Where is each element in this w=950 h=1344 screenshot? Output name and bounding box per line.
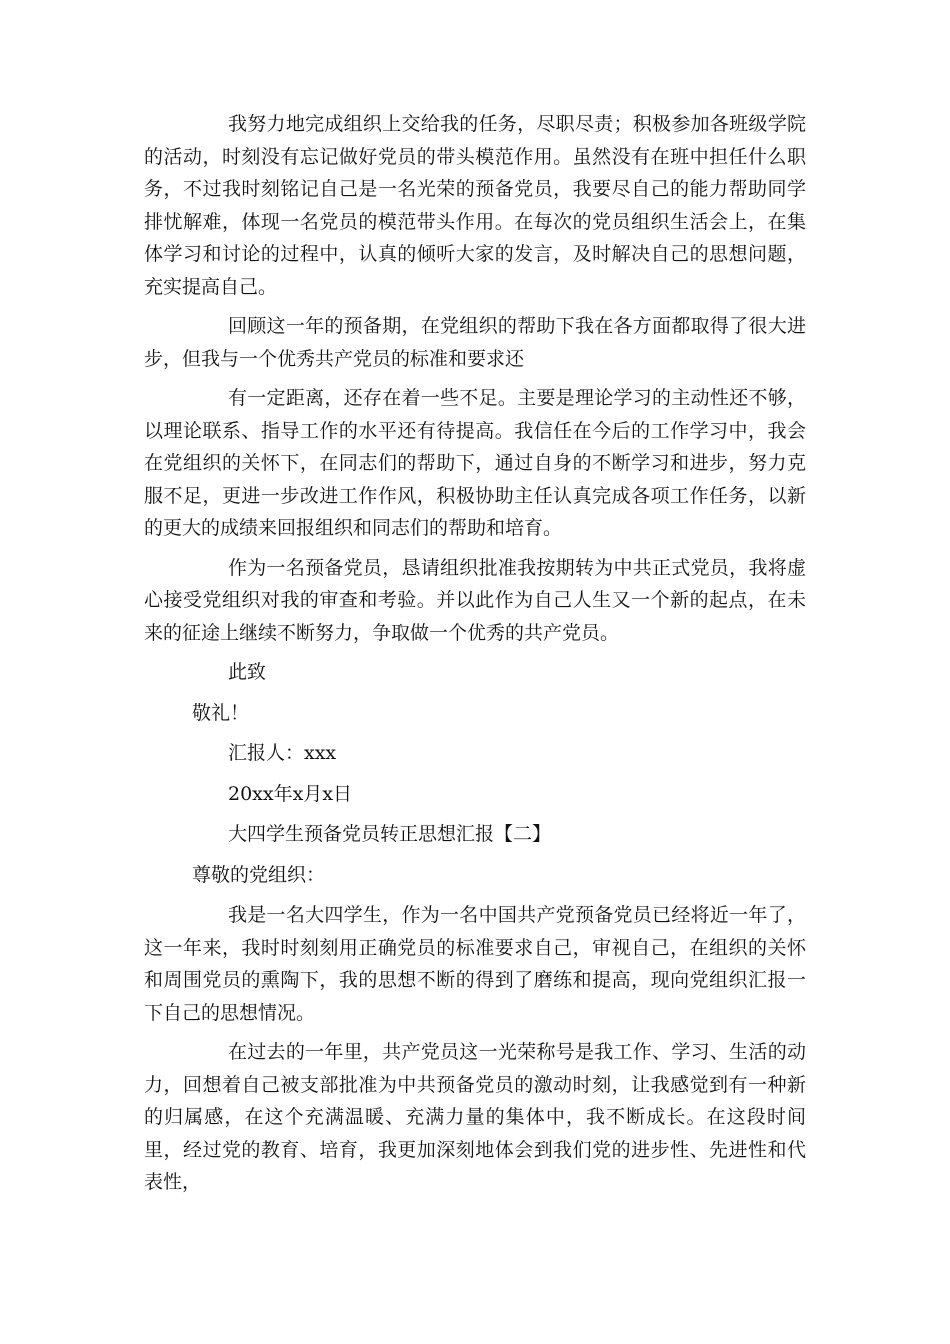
body-paragraph: 有一定距离，还存在着一些不足。主要是理论学习的主动性还不够，以理论联系、指导工作的水平还有待提高。我信任在今后的工作学习中，我会在党组织的关怀下，在同志们的帮助下，通过自身的不断学习和进步，努力克服不足，更进一步改进工作作风，积极协助主任认真完成各项工作任务，以新的更大的成绩来回报组织和同志们的帮助和培育。: [144, 387, 806, 539]
closing-line: 此致: [228, 661, 267, 683]
date-line: 20xx年x月x日: [228, 782, 353, 805]
body-paragraph: 在过去的一年里，共产党员这一光荣称号是我工作、学习、生活的动力，回想着自己被支部批准为中共预备党员的激动时刻，让我感觉到有一种新的归属感，在这个充满温暖、充满力量的集体中，我不断成长。在这段时间里，经过党的教育、培育，我更加深刻地体会到我们党的进步性、先进性和代表性，: [144, 1041, 806, 1193]
body-paragraph: 作为一名预备党员，恳请组织批准我按期转为中共正式党员，我将虚心接受党组织对我的审查和考验。并以此作为自己人生又一个新的起点，在未来的征途上继续不断努力，争取做一个优秀的共产党员。: [144, 556, 806, 644]
reporter-line: 汇报人：xxx: [228, 742, 337, 764]
body-paragraph: 我是一名大四学生，作为一名中国共产党预备党员已经将近一年了，这一年来，我时时刻刻用正确党员的标准要求自己，审视自己，在组织的关怀和周围党员的熏陶下，我的思想不断的得到了磨练和提高，现向党组织汇报一下自己的思想情况。: [144, 904, 806, 1024]
salute-line: 敬礼！: [192, 701, 250, 724]
section-title: 大四学生预备党员转正思想汇报【二】: [228, 823, 552, 845]
body-paragraph: 回顾这一年的预备期，在党组织的帮助下我在各方面都取得了很大进步，但我与一个优秀共产党员的标准和要求还: [144, 315, 806, 370]
greeting-line: 尊敬的党组织：: [192, 863, 326, 886]
document-body: [144, 108, 806, 1206]
body-paragraph: 我努力地完成组织上交给我的任务，尽职尽责；积极参加各班级学院的活动，时刻没有忘记做好党员的带头模范作用。虽然没有在班中担任什么职务，不过我时刻铭记自己是一名光荣的预备党员，我要尽自己的能力帮助同学排忧解难，体现一名党员的模范带头作用。在每次的党员组织生活会上，在集体学习和讨论的过程中，认真的倾听大家的发言，及时解决自己的思想问题，充实提高自己。: [144, 113, 806, 298]
